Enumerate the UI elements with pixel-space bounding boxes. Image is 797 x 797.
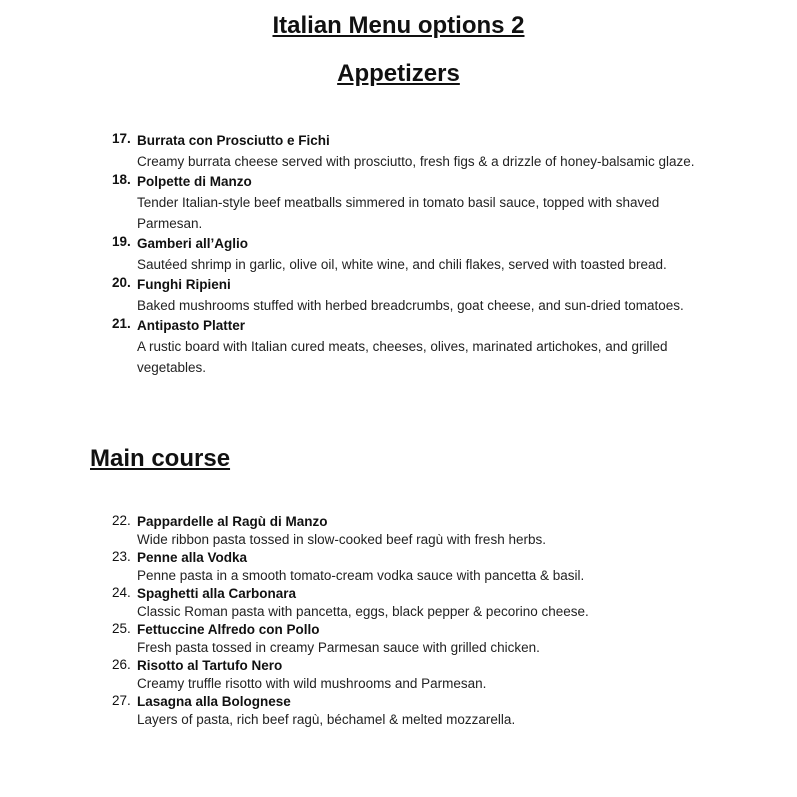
item-number: 27. [112,693,131,708]
item-number: 20. [112,275,131,290]
page-title: Italian Menu options 2 [272,12,525,39]
item-number: 24. [112,585,131,600]
item-number: 25. [112,621,131,636]
dish-description: Classic Roman pasta with pancetta, eggs, black pepper & pecorino cheese. [137,604,589,619]
dish-name: Pappardelle al Ragù di Manzo [137,514,328,529]
dish-name: Burrata con Prosciutto e Fichi [137,133,330,148]
dish-name: Funghi Ripieni [137,277,231,292]
list-item [112,657,712,693]
item-number: 22. [112,513,131,528]
list-item [112,621,712,657]
list-item [112,316,712,378]
appetizers-list [112,131,712,378]
dish-name: Risotto al Tartufo Nero [137,658,283,673]
list-item [112,275,712,316]
main-course-list [112,513,712,729]
dish-description: Wide ribbon pasta tossed in slow-cooked beef ragù with fresh herbs. [137,532,546,547]
item-number: 26. [112,657,131,672]
dish-description: Baked mushrooms stuffed with herbed breadcrumbs, goat cheese, and sun-dried tomatoes. [137,298,684,313]
dish-name: Lasagna alla Bolognese [137,694,291,709]
item-number: 23. [112,549,131,564]
dish-name: Polpette di Manzo [137,174,252,189]
dish-name: Antipasto Platter [137,318,246,333]
item-number: 17. [112,131,131,146]
dish-description: Penne pasta in a smooth tomato-cream vodka sauce with pancetta & basil. [137,568,585,583]
list-item [112,513,712,549]
dish-description: Layers of pasta, rich beef ragù, béchamel & melted mozzarella. [137,712,516,727]
list-item [112,172,712,234]
dish-description: Tender Italian-style beef meatballs simmered in tomato basil sauce, topped with shaved Parmesan. [137,195,660,231]
appetizers-heading: Appetizers [337,60,460,87]
dish-description: Creamy burrata cheese served with prosciutto, fresh figs & a drizzle of honey-balsamic glaze. [137,154,695,169]
list-item [112,549,712,585]
dish-name: Spaghetti alla Carbonara [137,586,297,601]
item-number: 21. [112,316,131,331]
dish-name: Penne alla Vodka [137,550,248,565]
dish-description: Creamy truffle risotto with wild mushrooms and Parmesan. [137,676,487,691]
dish-name: Gamberi all’Aglio [137,236,249,251]
list-item [112,585,712,621]
list-item [112,234,712,275]
item-number: 19. [112,234,131,249]
dish-name: Fettuccine Alfredo con Pollo [137,622,320,637]
item-number: 18. [112,172,131,187]
list-item [112,131,712,172]
dish-description: Fresh pasta tossed in creamy Parmesan sauce with grilled chicken. [137,640,540,655]
dish-description: A rustic board with Italian cured meats, cheeses, olives, marinated artichokes, and grilled vegetables. [137,339,668,375]
list-item [112,693,712,729]
main-course-heading: Main course [90,445,231,472]
dish-description: Sautéed shrimp in garlic, olive oil, white wine, and chili flakes, served with toasted bread. [137,257,667,272]
